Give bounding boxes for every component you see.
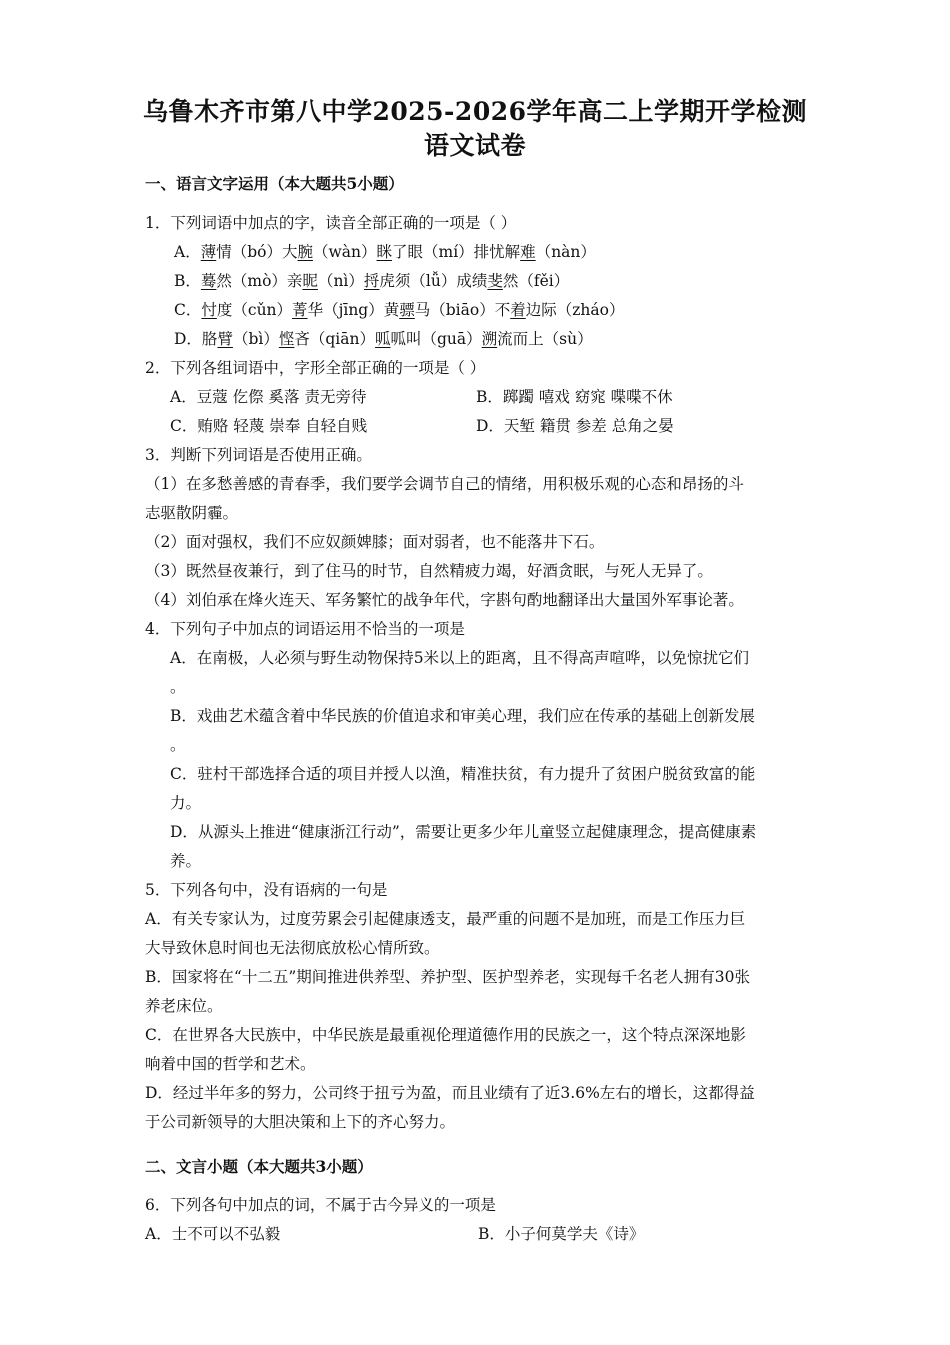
question-stem: 2．下列各组词语中，字形全部正确的一项是（ ） <box>145 359 486 377</box>
question-stem: 1．下列词语中加点的字，读音全部正确的一项是（ ） <box>145 214 517 232</box>
q4-option-c-cont: 力。 <box>170 794 202 812</box>
exam-title-line2: 语文试卷 <box>423 131 526 160</box>
dotted-char: 眯 <box>376 243 393 261</box>
q2-option-c: C．贿赂 轻蔑 崇奉 自轻自贱 <box>170 417 368 435</box>
dotted-char: 昵 <box>302 272 318 290</box>
q1-option-a: A．薄情（bó）大腕（wàn）眯了眼（mí）排忧解难（nàn） <box>174 243 596 261</box>
dotted-char: 斐 <box>487 272 503 290</box>
dotted-char: 菁 <box>292 301 308 319</box>
question-stem: 4．下列句子中加点的词语运用不恰当的一项是 <box>145 620 465 638</box>
q6-option-b: B．小子何莫学夫《诗》 <box>478 1225 645 1243</box>
dotted-char: 忖 <box>201 301 217 319</box>
q2-option-d: D．天堑 籍贯 参差 总角之晏 <box>476 417 674 435</box>
question-stem: 6．下列各句中加点的词，不属于古今异义的一项是 <box>145 1196 496 1214</box>
q4-option-a-cont: 。 <box>170 678 186 696</box>
dotted-char: 腕 <box>297 243 313 261</box>
q1-option-c: C．忖度（cǔn）菁华（jīng）黄骠马（biāo）不着边际（zháo） <box>174 301 625 319</box>
q1-option-d: D．胳臂（bì）悭吝（qiān）呱呱叫（guā）溯流而上（sù） <box>174 330 593 348</box>
question-stem: 3．判断下列词语是否使用正确。 <box>145 446 372 464</box>
q4-option-a: A．在南极，人必须与野生动物保持5米以上的距离，且不得高声喧哗，以免惊扰它们 <box>170 649 750 667</box>
dotted-char: 臂 <box>217 330 233 348</box>
question-stem: 5．下列各句中，没有语病的一句是 <box>145 881 388 899</box>
q4-option-d: D．从源头上推进“健康浙江行动”，需要让更多少年儿童竖立起健康理念，提高健康素 <box>170 823 757 841</box>
q3-sentence-1-cont: 志驱散阴霾。 <box>145 504 239 522</box>
q4-option-c: C．驻村干部选择合适的项目并授人以渔，精准扶贫，有力提升了贫困户脱贫致富的能 <box>170 765 756 783</box>
dotted-char: 骠 <box>399 301 415 319</box>
q5-option-a-cont: 大导致休息时间也无法彻底放松心情所致。 <box>145 939 440 957</box>
q5-option-c-cont: 响着中国的哲学和艺术。 <box>145 1055 316 1073</box>
dotted-char: 难 <box>520 243 536 261</box>
q5-option-a: A．有关专家认为，过度劳累会引起健康透支，最严重的问题不是加班，而是工作压力巨 <box>145 910 746 928</box>
q1-option-b: B．蓦然（mò）亲昵（nì）捋虎须（lǚ）成绩斐然（fěi） <box>174 272 570 290</box>
dotted-char: 呱 <box>374 330 391 348</box>
q3-sentence-1: （1）在多愁善感的青春季，我们要学会调节自己的情绪，用积极乐观的心态和昂扬的斗 <box>145 475 744 493</box>
section-heading: 一、语言文字运用（本大题共5小题） <box>145 174 404 193</box>
q3-sentence-2: （2）面对强权，我们不应奴颜婢膝；面对弱者，也不能落井下石。 <box>145 533 605 551</box>
q4-option-d-cont: 养。 <box>170 852 202 870</box>
dotted-char: 薄 <box>200 243 217 261</box>
exam-title-line1: 乌鲁木齐市第八中学2025-2026学年高二上学期开学检测 <box>142 97 808 126</box>
section-heading: 二、文言小题（本大题共3小题） <box>145 1157 373 1176</box>
q6-option-a: A．士不可以不弘毅 <box>145 1225 281 1243</box>
q5-option-c: C．在世界各大民族中，中华民族是最重视伦理道德作用的民族之一，这个特点深深地影 <box>145 1026 746 1044</box>
q2-option-a: A．豆蔻 仡傺 奚落 责无旁待 <box>170 388 367 406</box>
q5-option-d: D．经过半年多的努力，公司终于扭亏为盈，而且业绩有了近3.6%左右的增长，这都得益 <box>145 1084 755 1102</box>
q5-option-b: B．国家将在“十二五”期间推进供养型、养护型、医护型养老，实现每千名老人拥有30张 <box>145 968 750 986</box>
dotted-char: 捋 <box>363 272 380 290</box>
q2-option-b: B．踯躅 嘻戏 窈窕 喋喋不休 <box>476 388 673 406</box>
dotted-char: 着 <box>510 301 526 319</box>
dotted-char: 蓦 <box>200 272 217 290</box>
q5-option-d-cont: 于公司新领导的大胆决策和上下的齐心努力。 <box>145 1113 456 1131</box>
dotted-char: 悭 <box>278 330 295 348</box>
q5-option-b-cont: 养老床位。 <box>145 997 223 1015</box>
q3-sentence-4: （4）刘伯承在烽火连天、军务繁忙的战争年代，字斟句酌地翻译出大量国外军事论著。 <box>145 591 744 609</box>
q3-sentence-3: （3）既然昼夜兼行，到了住马的时节，自然精疲力竭，好酒贪眠，与死人无异了。 <box>145 562 713 580</box>
q4-option-b-cont: 。 <box>170 736 186 754</box>
dotted-char: 溯 <box>481 330 498 348</box>
q4-option-b: B．戏曲艺术蕴含着中华民族的价值追求和审美心理，我们应在传承的基础上创新发展 <box>170 707 755 725</box>
